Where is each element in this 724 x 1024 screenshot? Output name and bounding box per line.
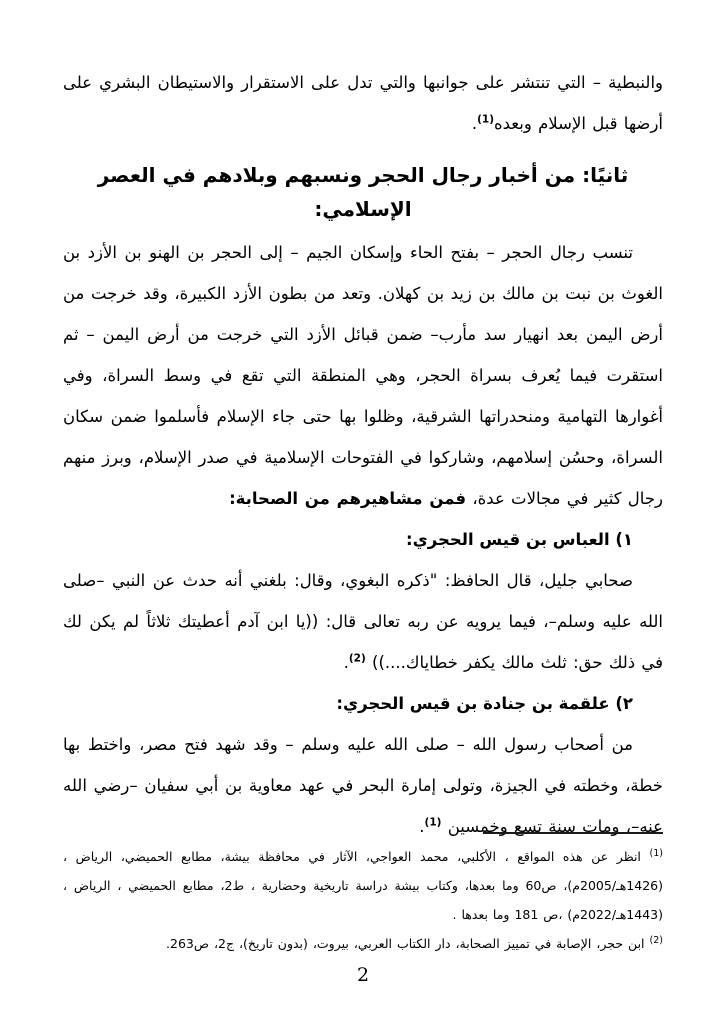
paragraph-companion-1-period: .: [343, 653, 349, 672]
companion-1-heading: ١) العباس بن قيس الحجري:: [406, 530, 633, 549]
paragraph-lineage: [63, 232, 663, 519]
footnote-2-marker: (2): [649, 934, 663, 946]
paragraph-lineage-bold-tail: فمن مشاهيرهم من الصحابة:: [229, 489, 467, 508]
footnote-ref-2: (2): [348, 652, 366, 665]
paragraph-companion-2-period: .: [419, 817, 425, 836]
section-heading: ثانيًا: من أخبار رجال الحجر ونسبهم وبلادهم في العصر الإسلامي:: [97, 163, 629, 221]
footnote-1-marker: (1): [649, 847, 663, 859]
paragraph-intro: [63, 62, 663, 144]
paragraph-companion-1: [63, 560, 663, 683]
paragraph-lineage-text: تنسب رجال الحجر – بفتح الحاء وإسكان الجيم – إلى الحجر بن الهنو بن الأزد بن الغوث بن نبت بن مالك بن زيد بن كهلان. وتعد من بطون الأزد الكبيرة، وقد خرجت من أرض اليمن بعد انهيار سد مأرب– ضمن قبائل الأزد التي خرجت من أرض اليمن – ثم استقرت فيما يُعرف بسراة الحجر، وهي المنطقة التي تقع في وسط السراة، وفي أغوارها التهامية ومنحدراتها الشرقية، وظلوا بها حتى جاء الإسلام فأسلموا ضمن سكان السراة، وحسُن إسلامهم، وشاركوا في الفتوحات الإسلامية في صدر الإسلام، وبرز منهم رجال كثير في مجالات عدة،: [63, 243, 663, 508]
page-footer: [63, 832, 663, 986]
companion-2-heading: ٢) علقمة بن جنادة بن قيس الحجري:: [336, 694, 633, 713]
paragraph-intro-period: .: [471, 114, 478, 133]
footnote-separator-rule: [483, 832, 663, 834]
footnote-1: [63, 842, 663, 929]
paragraph-companion-2: [63, 724, 663, 847]
page-body: [63, 62, 663, 847]
footnote-ref-3: (1): [424, 816, 442, 829]
footnote-ref-1: (1): [477, 113, 494, 126]
paragraph-companion-1-text: صحابي جليل، قال الحافظ: "ذكره البغوي، وقال: بلغني أنه حدث عن النبي –صلى الله عليه وسلم–، فيما يرويه عن ربه تعالى قال: ((يا ابن آدم أعطيتك ثلاثاً لم يكن لك في ذلك حق: ثلث مالك يكفر خطاياك....)): [63, 571, 663, 672]
footnote-1-text: انظر عن هذه المواقع ، الأكلبي، محمد العواجي، الآثار في محافظة بيشة، مطابع الحميضي، الرياض ،(1426هـ/2005م)، ص60 وما بعدها، وكتاب بيشة دراسة تاريخية وحضارية ، ط2، مطابع الحميضي ، الرياض ،(1443هـ/2022م) ،ص 181 وما بعدها .: [63, 849, 663, 922]
paragraph-companion-2-text: من أصحاب رسول الله – صلى الله عليه وسلم – وقد شهد فتح مصر، واختط بها خطة، وخطته في الجيزة، وتولى إمارة البحر في عهد معاوية بن أبي سفيان –رضي الله عنه–، ومات سنة تسع وخمسين: [63, 735, 663, 836]
footnote-2-text: ابن حجر، الإصابة في تمييز الصحابة، دار الكتاب العربي، بيروت، (بدون تاريخ)، ج2، ص263.: [166, 936, 645, 951]
footnote-2: [63, 929, 663, 958]
paragraph-intro-text: والنبطية – التي تنتشر على جوانبها والتي تدل على الاستقرار والاستيطان البشري على أرضها قبل الإسلام وبعده: [63, 73, 663, 133]
page-number: 2: [356, 964, 370, 986]
